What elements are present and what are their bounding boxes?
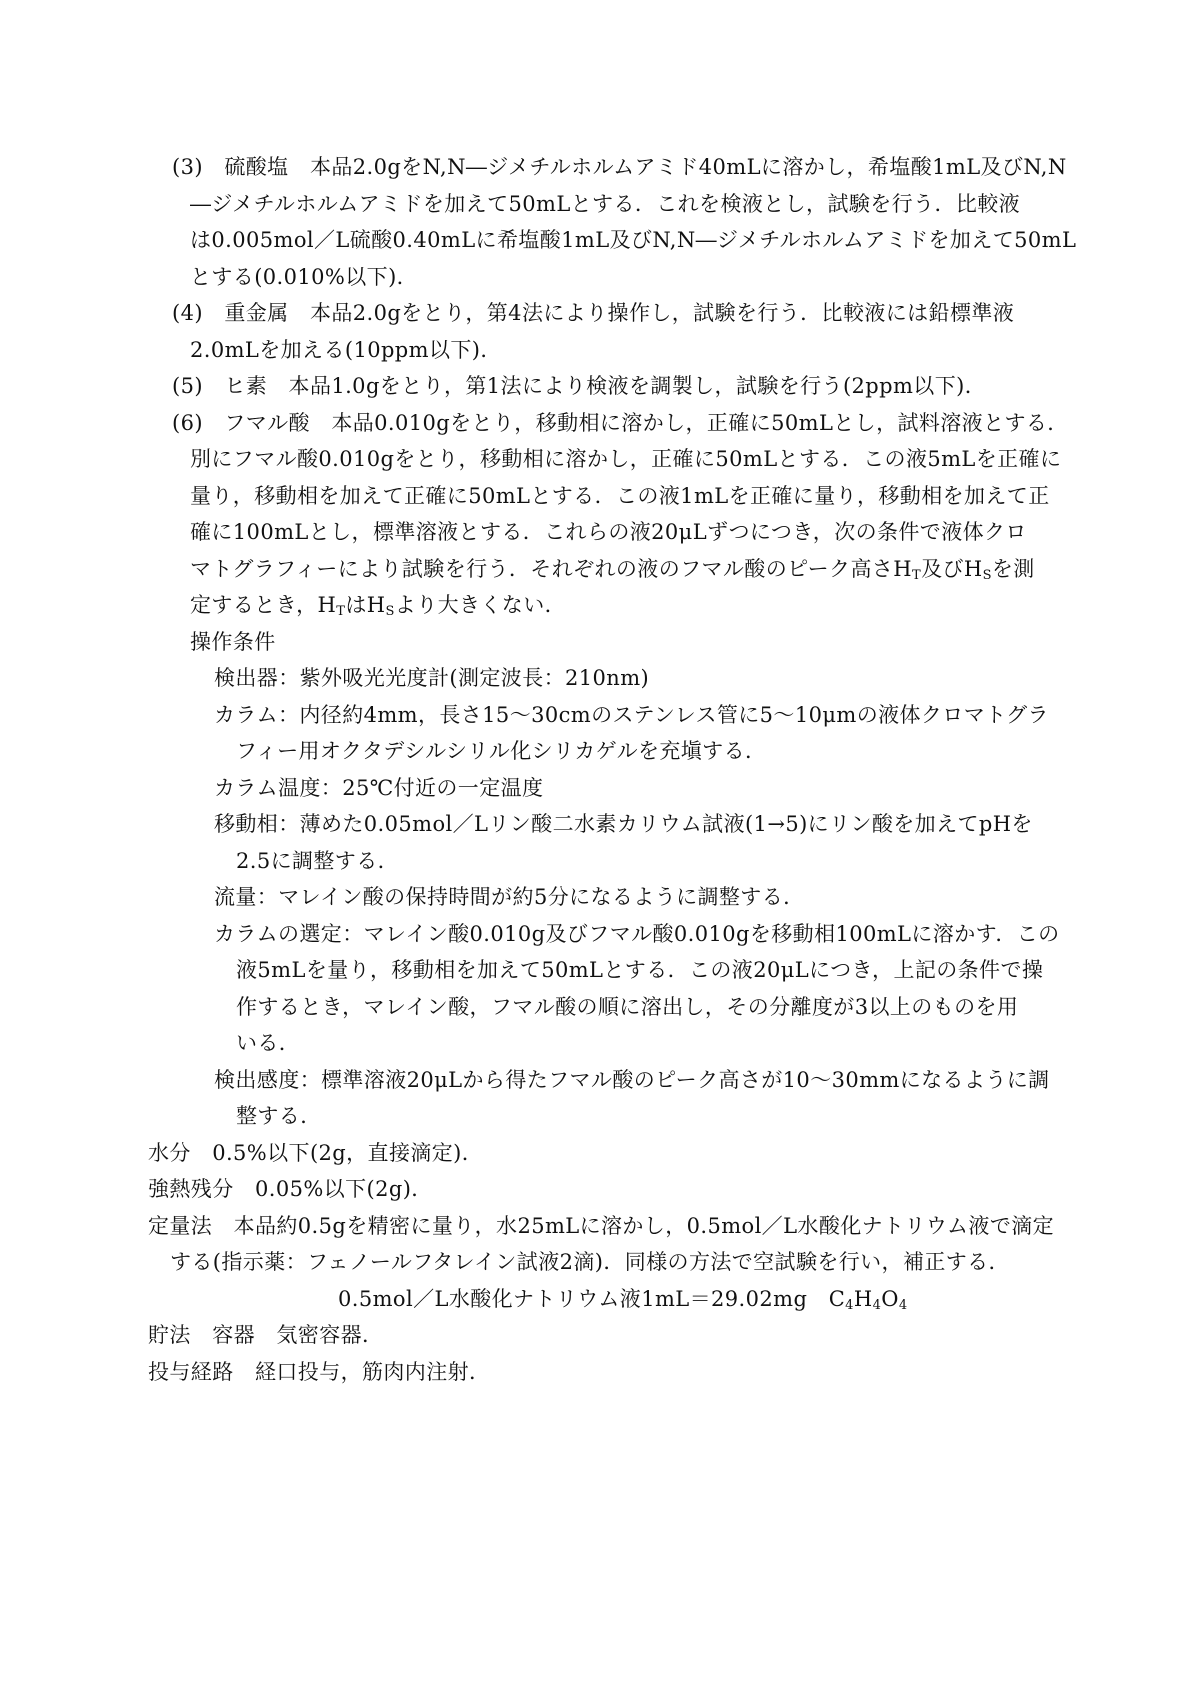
text-line: 別にフマル酸0.010gをとり，移動相に溶かし，正確に50mLとする．この液5mLを正確に: [190, 447, 1062, 471]
text: より大きくない．: [394, 593, 566, 617]
subscript: 4: [872, 1297, 882, 1313]
text-line: 定量法 本品約0.5gを精密に量り，水25mLに溶かし，0.5mol／L水酸化ナトリウム液で滴定: [148, 1213, 1055, 1238]
subscript: 4: [845, 1297, 854, 1313]
heavy-metals-test: [0, 295, 1181, 368]
document-body: [0, 149, 1181, 1390]
arsenic-test: [0, 368, 1181, 405]
text-line: (3) 硫酸塩 本品2.0gをN,N―ジメチルホルムアミド40mLに溶かし，希塩酸1mL及びN,N: [172, 155, 1067, 179]
text-line: カラムの選定：マレイン酸0.010g及びフマル酸0.010gを移動相100mLに溶かす．この: [214, 921, 1060, 946]
conditions-heading: 操作条件: [190, 629, 276, 654]
text-line: [0, 587, 1181, 624]
subscript: T: [911, 567, 922, 583]
text-line: カラム温度：25℃付近の一定温度: [214, 775, 544, 800]
residue-on-ignition: 強熱残分 0.05%以下(2g)．: [148, 1177, 433, 1201]
subscript: T: [336, 604, 346, 619]
text-line: [0, 551, 1181, 588]
text: H: [853, 1286, 873, 1311]
text-line: 検出感度：標準溶液20μLから得たフマル酸のピーク高さが10～30mmになるように調: [214, 1067, 1050, 1092]
text-line: する(指示薬：フェノールフタレイン試液2滴)．同様の方法で空試験を行い，補正する．: [170, 1250, 1010, 1274]
text-line: 2.5に調整する．: [236, 848, 399, 873]
assay: [0, 1208, 1181, 1318]
fumaric-acid-test: [0, 405, 1181, 624]
text-line: は0.005mol／L硫酸0.40mLに希塩酸1mL及びN,N―ジメチルホルムアミドを加えて50mL: [190, 228, 1077, 252]
text: 定するとき，H: [190, 593, 337, 617]
text-line: フィー用オクタデシルシリル化シリカゲルを充塡する．: [236, 739, 767, 763]
subscript: 4: [898, 1297, 908, 1313]
sulfate-test: [0, 149, 1181, 295]
text: 及びH: [921, 556, 983, 581]
text: 0.5mol／L水酸化ナトリウム液1mL＝29.02mg C: [338, 1286, 846, 1311]
text-line: 2.0mLを加える(10ppm以下)．: [190, 337, 502, 362]
text-line: 作するとき，マレイン酸，フマル酸の順に溶出し，その分離度が3以上のものを用: [236, 994, 1019, 1019]
text: マトグラフィーにより試験を行う．それぞれの液のフマル酸のピーク高さH: [190, 556, 912, 581]
subscript: S: [385, 604, 395, 619]
text-line: 移動相：薄めた0.05mol／Lリン酸二水素カリウム試液(1→5)にリン酸を加えてpHを: [214, 812, 1033, 836]
water-content: 水分 0.5%以下(2g，直接滴定)．: [148, 1140, 484, 1165]
text-line: ―ジメチルホルムアミドを加えて50mLとする．これを検液とし，試験を行う．比較液: [190, 191, 1021, 216]
administration-route: 投与経路 経口投与，筋肉内注射．: [148, 1359, 491, 1384]
text-line: 確に100mLとし，標準溶液とする．これらの液20μLずつにつき，次の条件で液体クロ: [190, 520, 1027, 544]
text-line: カラム：内径約4mm，長さ15～30cmのステンレス管に5～10μmの液体クロマトグラ: [214, 702, 1049, 727]
text-line: 整する．: [236, 1104, 322, 1128]
storage: 貯法 容器 気密容器．: [148, 1323, 384, 1347]
text-line: 液5mLを量り，移動相を加えて50mLとする．この液20μLにつき，上記の条件で操: [236, 958, 1044, 982]
text-line: (5) ヒ素 本品1.0gをとり，第1法により検液を調製し，試験を行う(2ppm以下)．: [172, 374, 987, 398]
assay-formula: [0, 1281, 1181, 1318]
text-line: 量り，移動相を加えて正確に50mLとする．この液1mLを正確に量り，移動相を加えて正: [190, 483, 1050, 508]
text: を測: [991, 556, 1035, 581]
text-line: (4) 重金属 本品2.0gをとり，第4法により操作し，試験を行う．比較液には鉛標準液: [172, 301, 1015, 325]
subscript: S: [982, 567, 992, 583]
text-line: 検出器：紫外吸光光度計(測定波長：210nm): [214, 666, 650, 690]
text-line: とする(0.010%以下)．: [190, 264, 419, 289]
text: はH: [345, 593, 386, 617]
text-line: いる．: [236, 1031, 301, 1055]
text-line: (6) フマル酸 本品0.010gをとり，移動相に溶かし，正確に50mLとし，試料溶液とする．: [172, 410, 1069, 435]
text: O: [881, 1286, 899, 1311]
operating-conditions: [0, 624, 1181, 1135]
text-line: 流量：マレイン酸の保持時間が約5分になるように調整する．: [214, 885, 805, 909]
